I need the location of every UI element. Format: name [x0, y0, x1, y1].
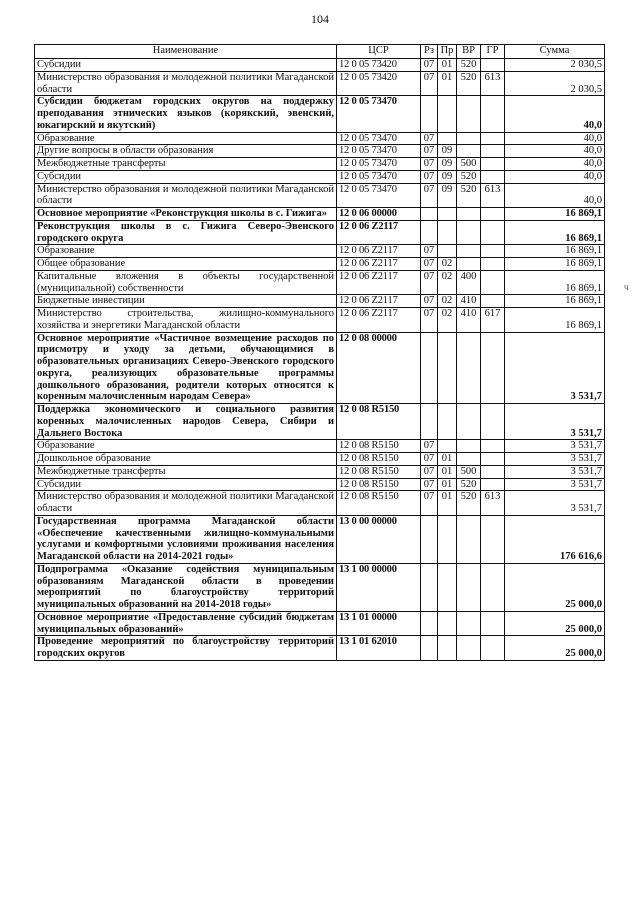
- row-name-cell: Проведение мероприятий по благоустройству территорий городских округов: [35, 636, 337, 661]
- row-name-cell: Субсидии бюджетам городских округов на поддержку преподавания этнических языков (корякский, эвенский, юкагирский и якутский): [35, 96, 337, 132]
- row-rz-cell: [421, 611, 438, 636]
- row-csr-cell: 13 1 00 00000: [337, 563, 421, 611]
- table-row: [35, 71, 605, 96]
- row-sum-cell: 3 531,7: [505, 404, 605, 440]
- row-rz-cell: [421, 96, 438, 132]
- row-sum-cell: 176 616,6: [505, 515, 605, 563]
- table-row: [35, 158, 605, 171]
- row-rz-cell: 07: [421, 308, 438, 333]
- header-rz: Рз: [421, 45, 438, 59]
- row-csr-cell: 12 0 06 Z2117: [337, 220, 421, 245]
- row-vr-cell: [457, 132, 481, 145]
- row-gr-cell: [481, 245, 505, 258]
- row-rz-cell: 07: [421, 132, 438, 145]
- row-pr-cell: 01: [438, 478, 457, 491]
- row-rz-cell: 07: [421, 465, 438, 478]
- header-csr: ЦСР: [337, 45, 421, 59]
- table-row: [35, 515, 605, 563]
- row-vr-cell: [457, 453, 481, 466]
- table-row: [35, 636, 605, 661]
- table-row: [35, 183, 605, 208]
- row-pr-cell: [438, 245, 457, 258]
- budget-table: [34, 44, 605, 661]
- row-name-cell: Министерство образования и молодежной политики Магаданской области: [35, 183, 337, 208]
- row-pr-cell: [438, 611, 457, 636]
- row-csr-cell: 12 0 05 73420: [337, 71, 421, 96]
- table-row: [35, 258, 605, 271]
- row-pr-cell: [438, 208, 457, 221]
- row-vr-cell: 410: [457, 295, 481, 308]
- row-rz-cell: 07: [421, 158, 438, 171]
- table-row: [35, 208, 605, 221]
- row-vr-cell: 410: [457, 308, 481, 333]
- row-csr-cell: 12 0 06 Z2117: [337, 245, 421, 258]
- row-gr-cell: [481, 636, 505, 661]
- header-sum: Сумма: [505, 45, 605, 59]
- row-pr-cell: [438, 563, 457, 611]
- row-vr-cell: [457, 440, 481, 453]
- row-csr-cell: 13 1 01 62010: [337, 636, 421, 661]
- row-csr-cell: 12 0 08 R5150: [337, 453, 421, 466]
- row-vr-cell: [457, 258, 481, 271]
- row-gr-cell: [481, 132, 505, 145]
- row-pr-cell: 01: [438, 491, 457, 516]
- row-vr-cell: 400: [457, 270, 481, 295]
- row-name-cell: Поддержка экономического и социального развития коренных малочисленных народов Севера, Сибири и Дальнего Востока: [35, 404, 337, 440]
- margin-mark: ч: [624, 282, 629, 292]
- row-pr-cell: [438, 404, 457, 440]
- row-sum-cell: 3 531,7: [505, 332, 605, 404]
- row-sum-cell: 3 531,7: [505, 478, 605, 491]
- row-csr-cell: 12 0 05 73470: [337, 132, 421, 145]
- row-sum-cell: 40,0: [505, 132, 605, 145]
- row-gr-cell: [481, 465, 505, 478]
- header-pr: Пр: [438, 45, 457, 59]
- row-rz-cell: [421, 332, 438, 404]
- row-name-cell: Министерство образования и молодежной политики Магаданской области: [35, 491, 337, 516]
- row-sum-cell: 40,0: [505, 170, 605, 183]
- table-row: [35, 170, 605, 183]
- row-sum-cell: 2 030,5: [505, 71, 605, 96]
- row-name-cell: Субсидии: [35, 59, 337, 72]
- row-rz-cell: 07: [421, 59, 438, 72]
- row-vr-cell: [457, 515, 481, 563]
- table-row: [35, 132, 605, 145]
- row-gr-cell: [481, 170, 505, 183]
- row-vr-cell: 520: [457, 71, 481, 96]
- row-vr-cell: [457, 208, 481, 221]
- row-gr-cell: [481, 295, 505, 308]
- row-csr-cell: 12 0 06 Z2117: [337, 308, 421, 333]
- row-rz-cell: 07: [421, 440, 438, 453]
- table-row: [35, 404, 605, 440]
- row-vr-cell: [457, 245, 481, 258]
- row-rz-cell: 07: [421, 478, 438, 491]
- row-rz-cell: 07: [421, 453, 438, 466]
- row-pr-cell: 01: [438, 71, 457, 96]
- row-gr-cell: [481, 270, 505, 295]
- row-rz-cell: [421, 515, 438, 563]
- row-rz-cell: 07: [421, 145, 438, 158]
- row-name-cell: Министерство строительства, жилищно-коммунального хозяйства и энергетики Магаданской области: [35, 308, 337, 333]
- row-vr-cell: [457, 636, 481, 661]
- row-rz-cell: [421, 208, 438, 221]
- row-csr-cell: 13 1 01 00000: [337, 611, 421, 636]
- row-pr-cell: [438, 440, 457, 453]
- row-name-cell: Субсидии: [35, 170, 337, 183]
- row-sum-cell: 16 869,1: [505, 258, 605, 271]
- row-pr-cell: [438, 220, 457, 245]
- row-sum-cell: 40,0: [505, 145, 605, 158]
- row-pr-cell: [438, 515, 457, 563]
- row-vr-cell: 500: [457, 465, 481, 478]
- row-sum-cell: 3 531,7: [505, 491, 605, 516]
- row-pr-cell: 01: [438, 59, 457, 72]
- row-csr-cell: 12 0 08 00000: [337, 332, 421, 404]
- row-rz-cell: 07: [421, 295, 438, 308]
- row-csr-cell: 12 0 08 R5150: [337, 440, 421, 453]
- row-sum-cell: 40,0: [505, 183, 605, 208]
- row-vr-cell: 520: [457, 170, 481, 183]
- row-sum-cell: 25 000,0: [505, 611, 605, 636]
- table-row: [35, 295, 605, 308]
- row-pr-cell: [438, 132, 457, 145]
- row-sum-cell: 40,0: [505, 158, 605, 171]
- row-csr-cell: 12 0 08 R5150: [337, 465, 421, 478]
- table-row: [35, 220, 605, 245]
- row-csr-cell: 12 0 05 73470: [337, 183, 421, 208]
- header-name: Наименование: [35, 45, 337, 59]
- row-csr-cell: 12 0 05 73420: [337, 59, 421, 72]
- table-row: [35, 440, 605, 453]
- row-csr-cell: 12 0 08 R5150: [337, 478, 421, 491]
- row-csr-cell: 12 0 08 R5150: [337, 404, 421, 440]
- row-csr-cell: 13 0 00 00000: [337, 515, 421, 563]
- row-csr-cell: 12 0 05 73470: [337, 158, 421, 171]
- table-row: [35, 245, 605, 258]
- row-name-cell: Подпрограмма «Оказание содействия муниципальным образованиям Магаданской области в проведении мероприятий по благоустройству территорий муниципальных образований на 2014-2018 годы»: [35, 563, 337, 611]
- row-name-cell: Образование: [35, 132, 337, 145]
- row-name-cell: Межбюджетные трансферты: [35, 158, 337, 171]
- row-name-cell: Основное мероприятие «Частичное возмещение расходов по присмотру и уходу за детьми, обучающимися в образовательных организациях Северо-Эвенского городского округа, реализующих образовательные программы дошкольного образования, родители которых относятся к коренным малочисленным народам Севера»: [35, 332, 337, 404]
- row-vr-cell: [457, 145, 481, 158]
- row-name-cell: Субсидии: [35, 478, 337, 491]
- table-row: [35, 332, 605, 404]
- row-csr-cell: 12 0 05 73470: [337, 170, 421, 183]
- row-gr-cell: [481, 478, 505, 491]
- table-row: [35, 308, 605, 333]
- row-name-cell: Общее образование: [35, 258, 337, 271]
- row-csr-cell: 12 0 05 73470: [337, 145, 421, 158]
- row-vr-cell: 520: [457, 59, 481, 72]
- row-rz-cell: 07: [421, 245, 438, 258]
- row-name-cell: Министерство образования и молодежной политики Магаданской области: [35, 71, 337, 96]
- row-sum-cell: 3 531,7: [505, 465, 605, 478]
- row-name-cell: Образование: [35, 245, 337, 258]
- row-name-cell: Капитальные вложения в объекты государственной (муниципальной) собственности: [35, 270, 337, 295]
- row-pr-cell: 09: [438, 158, 457, 171]
- row-pr-cell: 09: [438, 145, 457, 158]
- row-gr-cell: 613: [481, 491, 505, 516]
- header-vr: ВР: [457, 45, 481, 59]
- row-name-cell: Основное мероприятие «Предоставление субсидий бюджетам муниципальных образований»: [35, 611, 337, 636]
- row-sum-cell: 16 869,1: [505, 220, 605, 245]
- row-name-cell: Реконструкция школы в с. Гижига Северо-Эвенского городского округа: [35, 220, 337, 245]
- table-row: [35, 465, 605, 478]
- row-csr-cell: 12 0 06 00000: [337, 208, 421, 221]
- row-gr-cell: [481, 96, 505, 132]
- row-gr-cell: [481, 453, 505, 466]
- row-name-cell: Основное мероприятие «Реконструкция школы в с. Гижига»: [35, 208, 337, 221]
- row-sum-cell: 3 531,7: [505, 440, 605, 453]
- row-vr-cell: 520: [457, 183, 481, 208]
- header-gr: ГР: [481, 45, 505, 59]
- row-vr-cell: [457, 404, 481, 440]
- row-vr-cell: 520: [457, 491, 481, 516]
- row-pr-cell: [438, 332, 457, 404]
- table-row: [35, 478, 605, 491]
- row-gr-cell: [481, 258, 505, 271]
- row-gr-cell: [481, 158, 505, 171]
- table-row: [35, 563, 605, 611]
- row-rz-cell: [421, 636, 438, 661]
- row-sum-cell: 16 869,1: [505, 245, 605, 258]
- table-row: [35, 145, 605, 158]
- row-vr-cell: [457, 332, 481, 404]
- row-sum-cell: 16 869,1: [505, 308, 605, 333]
- row-gr-cell: [481, 332, 505, 404]
- row-csr-cell: 12 0 05 73470: [337, 96, 421, 132]
- row-pr-cell: 01: [438, 453, 457, 466]
- row-rz-cell: 07: [421, 258, 438, 271]
- row-sum-cell: 2 030,5: [505, 59, 605, 72]
- row-name-cell: Бюджетные инвестиции: [35, 295, 337, 308]
- row-gr-cell: [481, 611, 505, 636]
- row-sum-cell: 25 000,0: [505, 636, 605, 661]
- row-name-cell: Дошкольное образование: [35, 453, 337, 466]
- row-gr-cell: 613: [481, 71, 505, 96]
- row-pr-cell: 02: [438, 258, 457, 271]
- row-rz-cell: 07: [421, 170, 438, 183]
- page-number: 104: [311, 12, 329, 26]
- row-vr-cell: [457, 611, 481, 636]
- row-pr-cell: [438, 96, 457, 132]
- table-row: [35, 611, 605, 636]
- row-sum-cell: 16 869,1: [505, 208, 605, 221]
- row-name-cell: Образование: [35, 440, 337, 453]
- row-rz-cell: 07: [421, 270, 438, 295]
- row-pr-cell: 02: [438, 270, 457, 295]
- row-sum-cell: 40,0: [505, 96, 605, 132]
- row-pr-cell: 02: [438, 308, 457, 333]
- row-gr-cell: 617: [481, 308, 505, 333]
- row-vr-cell: [457, 220, 481, 245]
- row-csr-cell: 12 0 06 Z2117: [337, 258, 421, 271]
- table-row: [35, 270, 605, 295]
- table-row: [35, 96, 605, 132]
- row-gr-cell: [481, 563, 505, 611]
- table-header-row: [35, 45, 605, 59]
- row-gr-cell: [481, 220, 505, 245]
- row-gr-cell: [481, 440, 505, 453]
- table-row: [35, 453, 605, 466]
- row-gr-cell: [481, 208, 505, 221]
- row-vr-cell: [457, 96, 481, 132]
- row-rz-cell: [421, 404, 438, 440]
- row-vr-cell: [457, 563, 481, 611]
- row-sum-cell: 25 000,0: [505, 563, 605, 611]
- row-name-cell: Межбюджетные трансферты: [35, 465, 337, 478]
- row-rz-cell: 07: [421, 183, 438, 208]
- row-gr-cell: [481, 145, 505, 158]
- table-row: [35, 491, 605, 516]
- row-sum-cell: 16 869,1: [505, 270, 605, 295]
- row-gr-cell: [481, 59, 505, 72]
- row-gr-cell: [481, 515, 505, 563]
- row-pr-cell: 09: [438, 183, 457, 208]
- row-name-cell: Государственная программа Магаданской области «Обеспечение качественными жилищно-коммунальными услугами и комфортными условиями проживания населения Магаданской области на 2014-2021 годы»: [35, 515, 337, 563]
- row-gr-cell: [481, 404, 505, 440]
- row-csr-cell: 12 0 06 Z2117: [337, 295, 421, 308]
- row-csr-cell: 12 0 08 R5150: [337, 491, 421, 516]
- row-pr-cell: 02: [438, 295, 457, 308]
- row-csr-cell: 12 0 06 Z2117: [337, 270, 421, 295]
- table-row: [35, 59, 605, 72]
- row-rz-cell: [421, 563, 438, 611]
- row-name-cell: Другие вопросы в области образования: [35, 145, 337, 158]
- row-pr-cell: [438, 636, 457, 661]
- row-rz-cell: 07: [421, 491, 438, 516]
- row-pr-cell: 09: [438, 170, 457, 183]
- row-vr-cell: 500: [457, 158, 481, 171]
- row-rz-cell: 07: [421, 71, 438, 96]
- row-sum-cell: 3 531,7: [505, 453, 605, 466]
- row-sum-cell: 16 869,1: [505, 295, 605, 308]
- row-rz-cell: [421, 220, 438, 245]
- row-pr-cell: 01: [438, 465, 457, 478]
- row-gr-cell: 613: [481, 183, 505, 208]
- row-vr-cell: 520: [457, 478, 481, 491]
